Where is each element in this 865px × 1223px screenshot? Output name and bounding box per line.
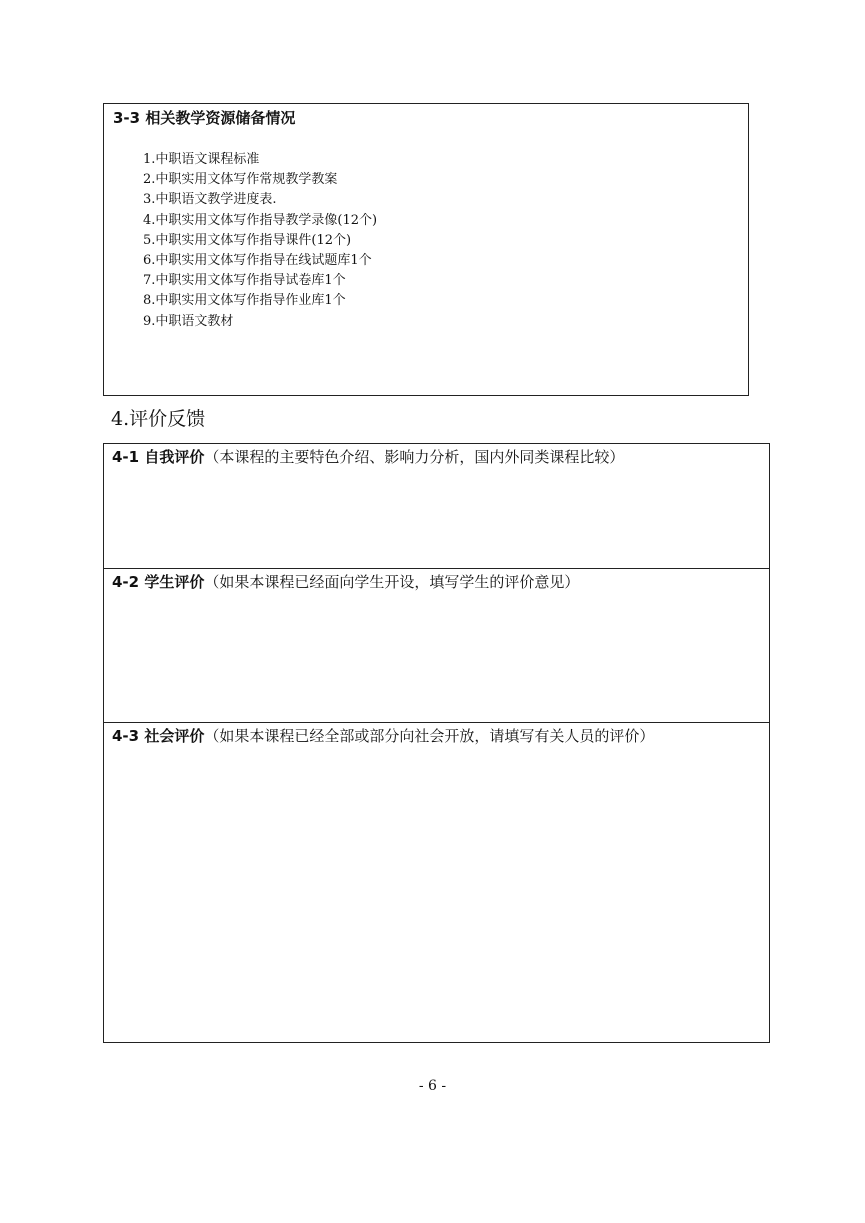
student-evaluation-cell[interactable] (104, 569, 769, 723)
resources-box (103, 103, 749, 396)
student-evaluation-label: 4-2 学生评价 (112, 573, 205, 591)
self-evaluation-label: 4-1 自我评价 (112, 448, 205, 466)
self-evaluation-description: （本课程的主要特色介绍、影响力分析，国内外同类课程比较） (204, 448, 625, 466)
social-evaluation-header (112, 725, 654, 747)
resource-item: 1.中职语文课程标准 (143, 152, 260, 167)
page-number: - 6 - (418, 1078, 447, 1094)
resource-item: 8.中职实用文体写作指导作业库1个 (143, 293, 346, 309)
resource-item: 6.中职实用文体写作指导在线试题库1个 (143, 252, 372, 268)
resource-item: 9.中职语文教材 (143, 313, 234, 329)
self-evaluation-header (112, 446, 624, 468)
social-evaluation-description: （如果本课程已经全部或部分向社会开放，请填写有关人员的评价） (204, 727, 655, 745)
evaluation-table (103, 443, 770, 1043)
student-evaluation-description: （如果本课程已经面向学生开设，填写学生的评价意见） (204, 573, 580, 591)
resource-item: 3.中职语文教学进度表. (143, 192, 277, 208)
resource-item: 5.中职实用文体写作指导课件(12个) (143, 232, 352, 248)
self-evaluation-cell[interactable] (104, 444, 769, 569)
resources-title: 3-3 相关教学资源储备情况 (113, 109, 296, 127)
resources-list (143, 150, 377, 332)
resource-item: 4.中职实用文体写作指导教学录像(12个) (143, 212, 378, 228)
social-evaluation-cell[interactable] (104, 723, 769, 1042)
section-heading: 4.评价反馈 (111, 408, 206, 430)
resource-item: 2.中职实用文体写作常规教学教案 (143, 172, 338, 188)
student-evaluation-header (112, 571, 579, 593)
social-evaluation-label: 4-3 社会评价 (112, 727, 205, 745)
resource-item: 7.中职实用文体写作指导试卷库1个 (143, 273, 346, 289)
